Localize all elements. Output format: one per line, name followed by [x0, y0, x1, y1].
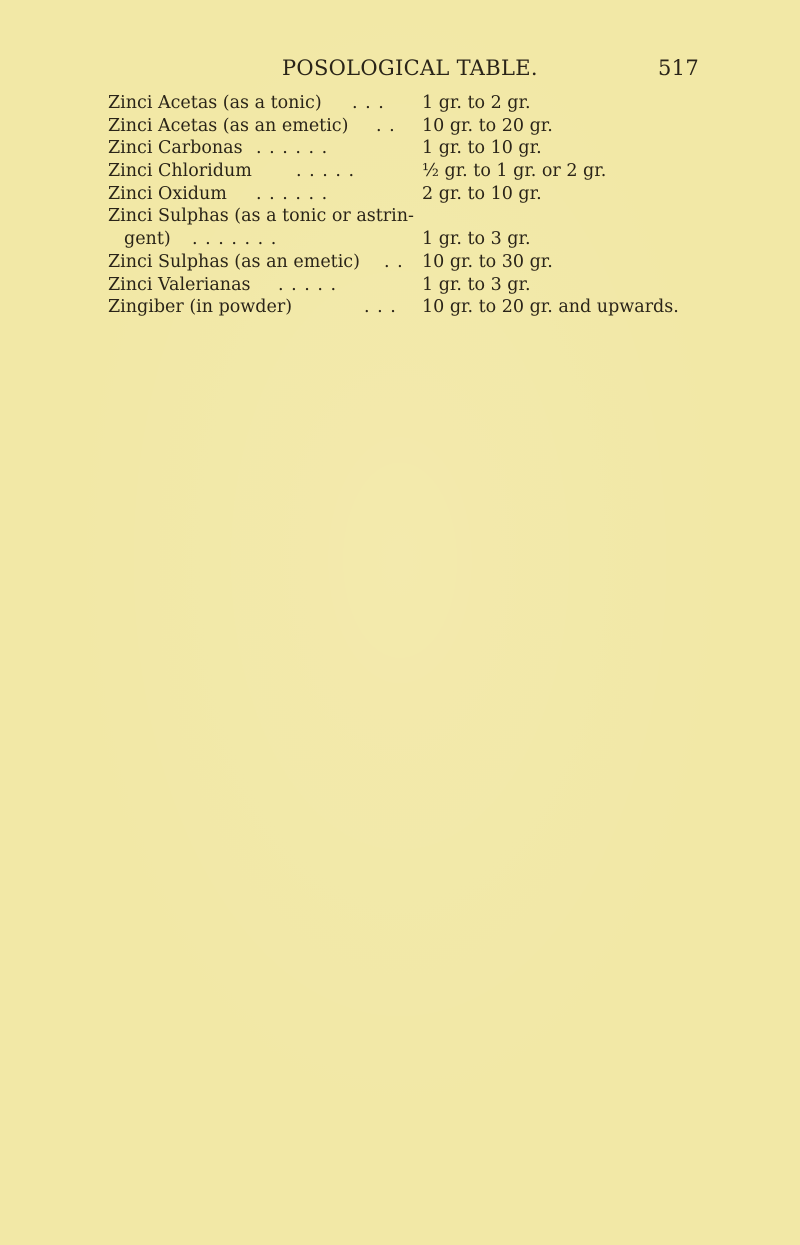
dose: 1 gr. to 3 gr.	[422, 274, 531, 295]
drug-name-continuation: gent)	[124, 229, 171, 250]
table-row	[108, 296, 768, 319]
posological-table	[108, 92, 768, 319]
dot-leader: . . .	[364, 297, 397, 318]
page-title: POSOLOGICAL TABLE.	[282, 56, 538, 80]
dose: 10 gr. to 20 gr.	[422, 115, 553, 136]
dot-leader: . . .	[352, 93, 385, 113]
dot-leader: . .	[376, 115, 396, 136]
page-header	[282, 56, 712, 88]
dot-leader: . . . . . . .	[192, 229, 278, 250]
dot-leader: . .	[384, 251, 404, 272]
table-row	[108, 92, 768, 115]
dot-leader: . . . . . .	[256, 183, 329, 204]
drug-name: Zinci Chloridum	[108, 161, 252, 182]
drug-name: Zingiber (in powder)	[108, 297, 293, 318]
dose: 10 gr. to 30 gr.	[422, 251, 553, 272]
drug-name: Zinci Acetas (as an emetic)	[108, 115, 349, 136]
dot-leader: . . . . .	[296, 161, 356, 182]
dot-leader: . . . . .	[278, 274, 338, 295]
drug-name: Zinci Acetas (as a tonic)	[108, 93, 322, 113]
dose: 1 gr. to 3 gr.	[422, 229, 531, 250]
table-row	[108, 115, 768, 138]
drug-name: Zinci Valerianas	[108, 274, 251, 295]
dose: ½ gr. to 1 gr. or 2 gr.	[422, 161, 607, 182]
table-row	[108, 274, 768, 297]
drug-name: Zinci Sulphas (as an emetic)	[108, 251, 360, 272]
table-row	[108, 183, 768, 206]
table-row	[108, 137, 768, 160]
table-row	[108, 160, 768, 183]
table-row	[108, 205, 768, 250]
table-row	[108, 251, 768, 274]
dose: 2 gr. to 10 gr.	[422, 183, 542, 204]
dose: 1 gr. to 2 gr.	[422, 93, 531, 113]
drug-name: Zinci Carbonas	[108, 138, 243, 159]
dose: 10 gr. to 20 gr. and upwards.	[422, 297, 679, 318]
dose: 1 gr. to 10 gr.	[422, 138, 542, 159]
drug-name: Zinci Oxidum	[108, 183, 227, 204]
dot-leader: . . . . . .	[256, 138, 329, 159]
drug-name: Zinci Sulphas (as a tonic or astrin-	[108, 206, 414, 227]
page-number: 517	[658, 56, 699, 80]
